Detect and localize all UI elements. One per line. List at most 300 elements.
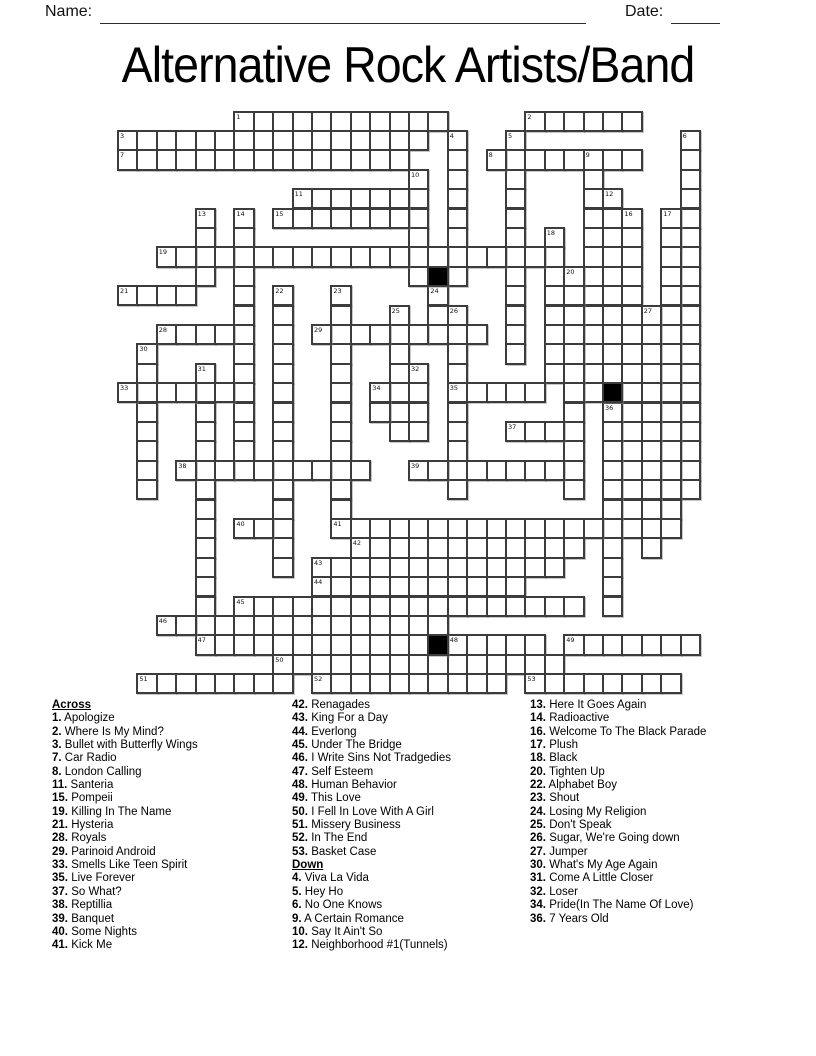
- grid-cell[interactable]: [330, 634, 351, 655]
- grid-cell[interactable]: [621, 499, 642, 520]
- grid-cell[interactable]: [641, 537, 662, 558]
- grid-cell[interactable]: [544, 673, 565, 694]
- grid-cell[interactable]: [660, 673, 681, 694]
- grid-cell[interactable]: [563, 382, 584, 403]
- grid-cell[interactable]: [408, 188, 429, 209]
- grid-cell[interactable]: [350, 188, 371, 209]
- grid-cell[interactable]: [583, 382, 604, 403]
- grid-cell[interactable]: [466, 460, 487, 481]
- grid-cell[interactable]: [505, 518, 526, 539]
- grid-cell[interactable]: [447, 479, 468, 500]
- grid-cell[interactable]: [292, 615, 313, 636]
- grid-cell[interactable]: [486, 673, 507, 694]
- grid-cell[interactable]: [369, 537, 390, 558]
- grid-cell[interactable]: [408, 654, 429, 675]
- grid-cell[interactable]: [447, 460, 468, 481]
- grid-cell[interactable]: [466, 518, 487, 539]
- grid-cell[interactable]: [563, 596, 584, 617]
- grid-cell[interactable]: [408, 576, 429, 597]
- grid-cell[interactable]: [330, 149, 351, 170]
- grid-cell[interactable]: [330, 363, 351, 384]
- grid-cell[interactable]: [369, 615, 390, 636]
- grid-cell[interactable]: [583, 149, 604, 170]
- grid-cell[interactable]: [583, 363, 604, 384]
- grid-cell[interactable]: [660, 402, 681, 423]
- grid-cell[interactable]: [660, 479, 681, 500]
- grid-cell[interactable]: [272, 285, 293, 306]
- grid-cell[interactable]: [330, 440, 351, 461]
- grid-cell[interactable]: [408, 363, 429, 384]
- grid-cell[interactable]: [641, 324, 662, 345]
- grid-cell[interactable]: [447, 130, 468, 151]
- grid-cell[interactable]: [408, 615, 429, 636]
- grid-cell[interactable]: [233, 324, 254, 345]
- grid-cell[interactable]: [505, 227, 526, 248]
- grid-cell[interactable]: [272, 130, 293, 151]
- grid-cell[interactable]: [602, 557, 623, 578]
- grid-cell[interactable]: [175, 285, 196, 306]
- grid-cell[interactable]: [563, 518, 584, 539]
- grid-cell[interactable]: [447, 673, 468, 694]
- grid-cell[interactable]: [350, 518, 371, 539]
- grid-cell[interactable]: [253, 246, 274, 267]
- grid-cell[interactable]: [389, 615, 410, 636]
- grid-cell[interactable]: [505, 654, 526, 675]
- grid-cell[interactable]: [486, 557, 507, 578]
- grid-cell[interactable]: [466, 654, 487, 675]
- grid-cell[interactable]: [117, 149, 138, 170]
- grid-cell[interactable]: [311, 596, 332, 617]
- grid-cell[interactable]: [621, 634, 642, 655]
- grid-cell[interactable]: [272, 421, 293, 442]
- grid-cell[interactable]: [524, 460, 545, 481]
- grid-cell[interactable]: [563, 421, 584, 442]
- grid-cell[interactable]: [447, 188, 468, 209]
- grid-cell[interactable]: [447, 596, 468, 617]
- grid-cell[interactable]: [563, 149, 584, 170]
- grid-cell[interactable]: [660, 363, 681, 384]
- grid-cell[interactable]: [563, 673, 584, 694]
- grid-cell[interactable]: [427, 285, 448, 306]
- grid-cell[interactable]: [389, 111, 410, 132]
- grid-cell[interactable]: [524, 596, 545, 617]
- grid-cell[interactable]: [641, 402, 662, 423]
- grid-cell[interactable]: [544, 149, 565, 170]
- grid-cell[interactable]: [117, 382, 138, 403]
- grid-cell[interactable]: [408, 130, 429, 151]
- grid-cell[interactable]: [350, 460, 371, 481]
- grid-cell[interactable]: [330, 188, 351, 209]
- grid-cell[interactable]: [389, 246, 410, 267]
- grid-cell[interactable]: [621, 149, 642, 170]
- grid-cell[interactable]: [680, 324, 701, 345]
- grid-cell[interactable]: [292, 188, 313, 209]
- grid-cell[interactable]: [660, 266, 681, 287]
- grid-cell[interactable]: [486, 518, 507, 539]
- grid-cell[interactable]: [524, 111, 545, 132]
- grid-cell[interactable]: [350, 673, 371, 694]
- grid-cell[interactable]: [195, 246, 216, 267]
- grid-cell[interactable]: [253, 673, 274, 694]
- grid-cell[interactable]: [583, 111, 604, 132]
- grid-cell[interactable]: [233, 149, 254, 170]
- grid-cell[interactable]: [136, 460, 157, 481]
- grid-cell[interactable]: [350, 596, 371, 617]
- grid-cell[interactable]: [369, 130, 390, 151]
- grid-cell[interactable]: [602, 363, 623, 384]
- grid-cell[interactable]: [466, 634, 487, 655]
- grid-cell[interactable]: [544, 363, 565, 384]
- grid-cell[interactable]: [544, 518, 565, 539]
- grid-cell[interactable]: [602, 634, 623, 655]
- grid-cell[interactable]: [583, 324, 604, 345]
- grid-cell[interactable]: [621, 111, 642, 132]
- grid-cell[interactable]: [330, 208, 351, 229]
- grid-cell[interactable]: [447, 324, 468, 345]
- grid-cell[interactable]: [427, 246, 448, 267]
- grid-cell[interactable]: [641, 673, 662, 694]
- grid-cell[interactable]: [272, 440, 293, 461]
- grid-cell[interactable]: [330, 111, 351, 132]
- grid-cell[interactable]: [330, 615, 351, 636]
- grid-cell[interactable]: [660, 246, 681, 267]
- grid-cell[interactable]: [389, 188, 410, 209]
- grid-cell[interactable]: [136, 130, 157, 151]
- grid-cell[interactable]: [330, 285, 351, 306]
- grid-cell[interactable]: [311, 576, 332, 597]
- grid-cell[interactable]: [389, 634, 410, 655]
- grid-cell[interactable]: [621, 324, 642, 345]
- grid-cell[interactable]: [253, 615, 274, 636]
- grid-cell[interactable]: [602, 266, 623, 287]
- grid-cell[interactable]: [272, 382, 293, 403]
- grid-cell[interactable]: [214, 634, 235, 655]
- grid-cell[interactable]: [292, 111, 313, 132]
- grid-cell[interactable]: [641, 343, 662, 364]
- grid-cell[interactable]: [233, 343, 254, 364]
- grid-cell[interactable]: [233, 673, 254, 694]
- grid-cell[interactable]: [233, 208, 254, 229]
- grid-cell[interactable]: [408, 673, 429, 694]
- grid-cell[interactable]: [486, 246, 507, 267]
- grid-cell[interactable]: [195, 266, 216, 287]
- grid-cell[interactable]: [544, 305, 565, 326]
- grid-cell[interactable]: [233, 634, 254, 655]
- grid-cell[interactable]: [272, 246, 293, 267]
- grid-cell[interactable]: [136, 440, 157, 461]
- grid-cell[interactable]: [292, 149, 313, 170]
- grid-cell[interactable]: [680, 227, 701, 248]
- grid-cell[interactable]: [311, 324, 332, 345]
- grid-cell[interactable]: [195, 673, 216, 694]
- grid-cell[interactable]: [680, 188, 701, 209]
- grid-cell[interactable]: [583, 518, 604, 539]
- grid-cell[interactable]: [466, 596, 487, 617]
- grid-cell[interactable]: [408, 246, 429, 267]
- grid-cell[interactable]: [621, 382, 642, 403]
- grid-cell[interactable]: [389, 421, 410, 442]
- grid-cell[interactable]: [175, 324, 196, 345]
- grid-cell[interactable]: [330, 382, 351, 403]
- grid-cell[interactable]: [641, 382, 662, 403]
- grid-cell[interactable]: [505, 460, 526, 481]
- grid-cell[interactable]: [544, 460, 565, 481]
- grid-cell[interactable]: [621, 227, 642, 248]
- grid-cell[interactable]: [136, 343, 157, 364]
- grid-cell[interactable]: [602, 149, 623, 170]
- grid-cell[interactable]: [195, 440, 216, 461]
- grid-cell[interactable]: [195, 537, 216, 558]
- grid-cell[interactable]: [544, 421, 565, 442]
- grid-cell[interactable]: [427, 557, 448, 578]
- grid-cell[interactable]: [292, 208, 313, 229]
- grid-cell[interactable]: [505, 596, 526, 617]
- grid-cell[interactable]: [408, 596, 429, 617]
- grid-cell[interactable]: [272, 208, 293, 229]
- grid-cell[interactable]: [544, 266, 565, 287]
- grid-cell[interactable]: [447, 654, 468, 675]
- grid-cell[interactable]: [563, 305, 584, 326]
- grid-cell[interactable]: [486, 596, 507, 617]
- grid-cell[interactable]: [524, 673, 545, 694]
- grid-cell[interactable]: [369, 596, 390, 617]
- grid-cell[interactable]: [253, 130, 274, 151]
- grid-cell[interactable]: [311, 615, 332, 636]
- grid-cell[interactable]: [195, 402, 216, 423]
- grid-cell[interactable]: [272, 402, 293, 423]
- grid-cell[interactable]: [602, 499, 623, 520]
- grid-cell[interactable]: [330, 421, 351, 442]
- grid-cell[interactable]: [505, 169, 526, 190]
- grid-cell[interactable]: [524, 634, 545, 655]
- grid-cell[interactable]: [214, 246, 235, 267]
- grid-cell[interactable]: [389, 654, 410, 675]
- grid-cell[interactable]: [272, 634, 293, 655]
- grid-cell[interactable]: [175, 615, 196, 636]
- grid-cell[interactable]: [389, 557, 410, 578]
- grid-cell[interactable]: [602, 402, 623, 423]
- grid-cell[interactable]: [389, 576, 410, 597]
- grid-cell[interactable]: [272, 615, 293, 636]
- grid-cell[interactable]: [680, 634, 701, 655]
- grid-cell[interactable]: [447, 363, 468, 384]
- grid-cell[interactable]: [195, 518, 216, 539]
- grid-cell[interactable]: [447, 382, 468, 403]
- grid-cell[interactable]: [408, 208, 429, 229]
- grid-cell[interactable]: [641, 363, 662, 384]
- grid-cell[interactable]: [292, 130, 313, 151]
- grid-cell[interactable]: [660, 285, 681, 306]
- grid-cell[interactable]: [524, 537, 545, 558]
- grid-cell[interactable]: [602, 518, 623, 539]
- grid-cell[interactable]: [583, 169, 604, 190]
- grid-cell[interactable]: [369, 149, 390, 170]
- grid-cell[interactable]: [583, 188, 604, 209]
- grid-cell[interactable]: [311, 130, 332, 151]
- grid-cell[interactable]: [311, 149, 332, 170]
- grid-cell[interactable]: [330, 654, 351, 675]
- grid-cell[interactable]: [136, 402, 157, 423]
- grid-cell[interactable]: [330, 479, 351, 500]
- grid-cell[interactable]: [621, 518, 642, 539]
- grid-cell[interactable]: [330, 402, 351, 423]
- grid-cell[interactable]: [195, 634, 216, 655]
- grid-cell[interactable]: [621, 460, 642, 481]
- grid-cell[interactable]: [408, 421, 429, 442]
- grid-cell[interactable]: [195, 382, 216, 403]
- grid-cell[interactable]: [505, 634, 526, 655]
- grid-cell[interactable]: [369, 634, 390, 655]
- grid-cell[interactable]: [253, 460, 274, 481]
- grid-cell[interactable]: [175, 382, 196, 403]
- grid-cell[interactable]: [195, 576, 216, 597]
- grid-cell[interactable]: [505, 557, 526, 578]
- grid-cell[interactable]: [389, 305, 410, 326]
- grid-cell[interactable]: [505, 305, 526, 326]
- grid-cell[interactable]: [505, 537, 526, 558]
- grid-cell[interactable]: [660, 324, 681, 345]
- grid-cell[interactable]: [330, 460, 351, 481]
- grid-cell[interactable]: [641, 421, 662, 442]
- grid-cell[interactable]: [253, 634, 274, 655]
- grid-cell[interactable]: [447, 402, 468, 423]
- grid-cell[interactable]: [447, 305, 468, 326]
- grid-cell[interactable]: [621, 479, 642, 500]
- grid-cell[interactable]: [563, 111, 584, 132]
- grid-cell[interactable]: [583, 634, 604, 655]
- grid-cell[interactable]: [156, 285, 177, 306]
- grid-cell[interactable]: [680, 382, 701, 403]
- grid-cell[interactable]: [389, 537, 410, 558]
- grid-cell[interactable]: [602, 227, 623, 248]
- grid-cell[interactable]: [466, 576, 487, 597]
- grid-cell[interactable]: [602, 324, 623, 345]
- grid-cell[interactable]: [505, 576, 526, 597]
- grid-cell[interactable]: [447, 576, 468, 597]
- grid-cell[interactable]: [272, 324, 293, 345]
- grid-cell[interactable]: [621, 285, 642, 306]
- grid-cell[interactable]: [486, 634, 507, 655]
- grid-cell[interactable]: [602, 537, 623, 558]
- grid-cell[interactable]: [680, 169, 701, 190]
- grid-cell[interactable]: [660, 382, 681, 403]
- grid-cell[interactable]: [427, 576, 448, 597]
- grid-cell[interactable]: [330, 324, 351, 345]
- grid-cell[interactable]: [195, 227, 216, 248]
- grid-cell[interactable]: [544, 557, 565, 578]
- grid-cell[interactable]: [447, 266, 468, 287]
- grid-cell[interactable]: [447, 208, 468, 229]
- grid-cell[interactable]: [427, 673, 448, 694]
- grid-cell[interactable]: [408, 382, 429, 403]
- grid-cell[interactable]: [641, 499, 662, 520]
- grid-cell[interactable]: [272, 111, 293, 132]
- grid-cell[interactable]: [660, 634, 681, 655]
- grid-cell[interactable]: [602, 479, 623, 500]
- grid-cell[interactable]: [621, 673, 642, 694]
- grid-cell[interactable]: [350, 557, 371, 578]
- grid-cell[interactable]: [389, 324, 410, 345]
- grid-cell[interactable]: [447, 634, 468, 655]
- grid-cell[interactable]: [583, 208, 604, 229]
- grid-cell[interactable]: [350, 111, 371, 132]
- grid-cell[interactable]: [330, 305, 351, 326]
- grid-cell[interactable]: [117, 130, 138, 151]
- grid-cell[interactable]: [389, 363, 410, 384]
- grid-cell[interactable]: [505, 149, 526, 170]
- grid-cell[interactable]: [350, 654, 371, 675]
- grid-cell[interactable]: [505, 130, 526, 151]
- grid-cell[interactable]: [621, 208, 642, 229]
- grid-cell[interactable]: [253, 149, 274, 170]
- grid-cell[interactable]: [350, 324, 371, 345]
- grid-cell[interactable]: [621, 343, 642, 364]
- grid-cell[interactable]: [544, 654, 565, 675]
- grid-cell[interactable]: [175, 149, 196, 170]
- grid-cell[interactable]: [427, 518, 448, 539]
- grid-cell[interactable]: [563, 285, 584, 306]
- grid-cell[interactable]: [466, 557, 487, 578]
- grid-cell[interactable]: [447, 557, 468, 578]
- grid-cell[interactable]: [427, 596, 448, 617]
- grid-cell[interactable]: [408, 324, 429, 345]
- grid-cell[interactable]: [544, 596, 565, 617]
- grid-cell[interactable]: [369, 557, 390, 578]
- grid-cell[interactable]: [369, 576, 390, 597]
- grid-cell[interactable]: [524, 557, 545, 578]
- grid-cell[interactable]: [583, 285, 604, 306]
- grid-cell[interactable]: [583, 246, 604, 267]
- grid-cell[interactable]: [292, 460, 313, 481]
- grid-cell[interactable]: [583, 227, 604, 248]
- grid-cell[interactable]: [350, 149, 371, 170]
- grid-cell[interactable]: [408, 111, 429, 132]
- grid-cell[interactable]: [621, 246, 642, 267]
- grid-cell[interactable]: [505, 285, 526, 306]
- grid-cell[interactable]: [175, 246, 196, 267]
- grid-cell[interactable]: [136, 479, 157, 500]
- grid-cell[interactable]: [233, 518, 254, 539]
- grid-cell[interactable]: [408, 402, 429, 423]
- grid-cell[interactable]: [389, 673, 410, 694]
- grid-cell[interactable]: [680, 363, 701, 384]
- grid-cell[interactable]: [156, 130, 177, 151]
- grid-cell[interactable]: [272, 596, 293, 617]
- grid-cell[interactable]: [641, 305, 662, 326]
- grid-cell[interactable]: [563, 479, 584, 500]
- grid-cell[interactable]: [233, 285, 254, 306]
- grid-cell[interactable]: [641, 518, 662, 539]
- grid-cell[interactable]: [466, 324, 487, 345]
- grid-cell[interactable]: [156, 324, 177, 345]
- grid-cell[interactable]: [272, 557, 293, 578]
- grid-cell[interactable]: [369, 673, 390, 694]
- grid-cell[interactable]: [621, 266, 642, 287]
- grid-cell[interactable]: [311, 188, 332, 209]
- grid-cell[interactable]: [175, 460, 196, 481]
- grid-cell[interactable]: [350, 537, 371, 558]
- grid-cell[interactable]: [447, 169, 468, 190]
- grid-cell[interactable]: [233, 615, 254, 636]
- grid-cell[interactable]: [602, 305, 623, 326]
- grid-cell[interactable]: [466, 382, 487, 403]
- grid-cell[interactable]: [389, 130, 410, 151]
- grid-cell[interactable]: [563, 324, 584, 345]
- grid-cell[interactable]: [330, 130, 351, 151]
- grid-cell[interactable]: [214, 130, 235, 151]
- grid-cell[interactable]: [427, 654, 448, 675]
- grid-cell[interactable]: [311, 208, 332, 229]
